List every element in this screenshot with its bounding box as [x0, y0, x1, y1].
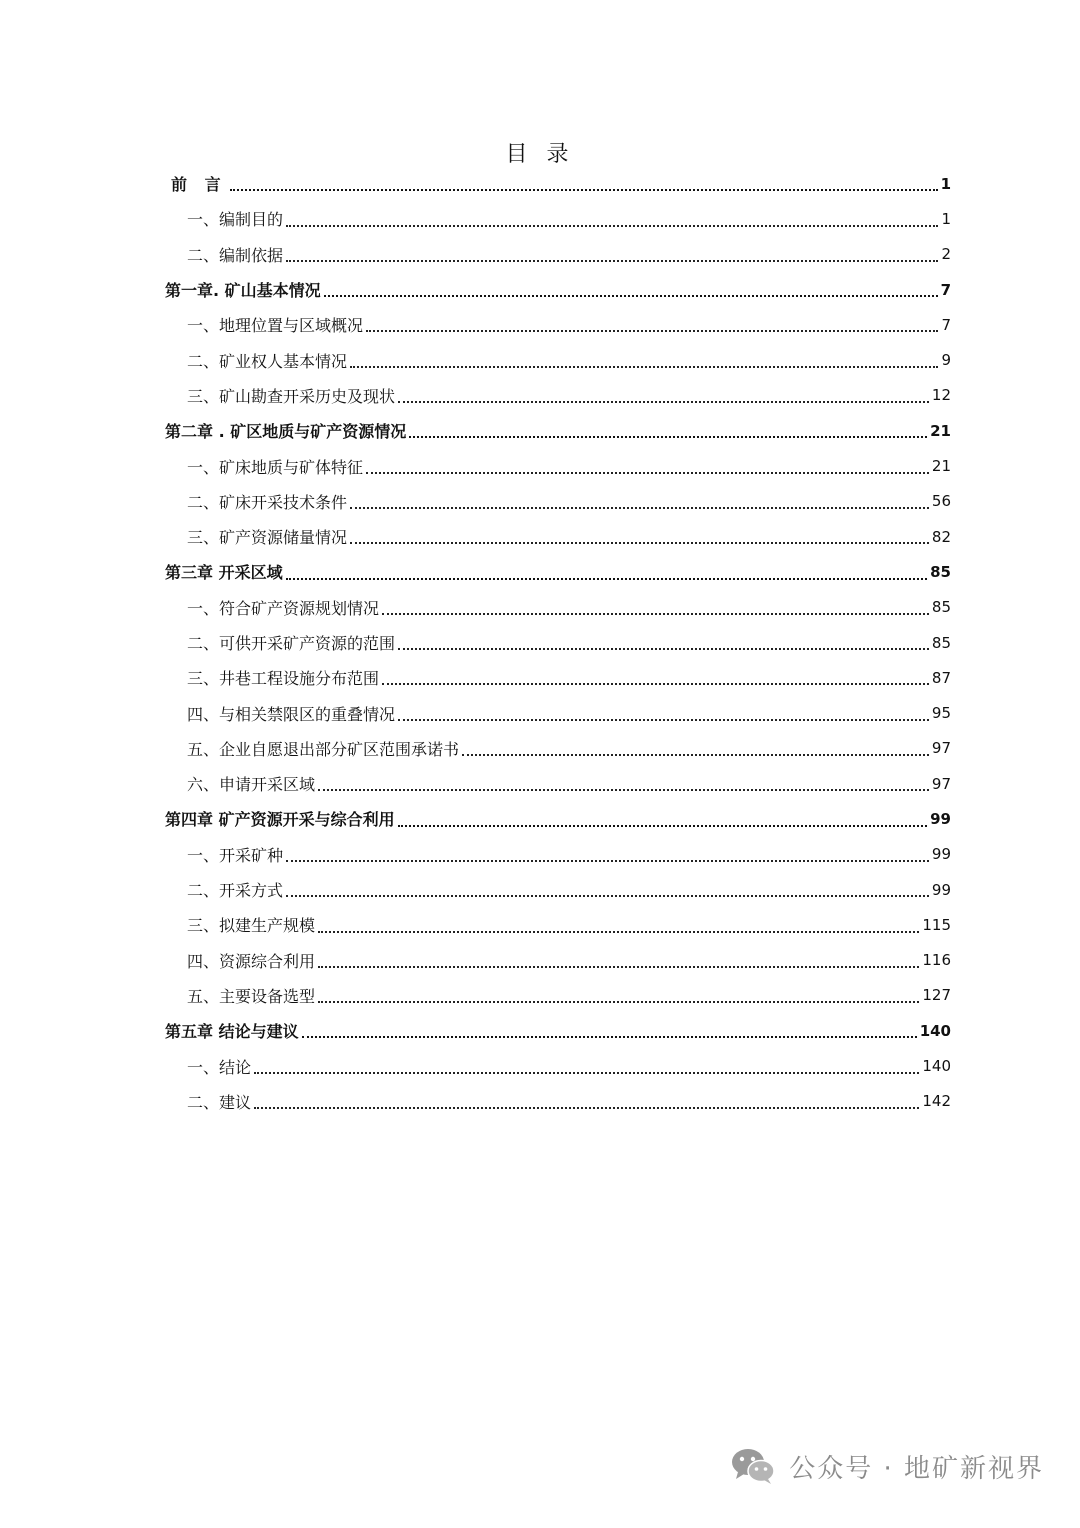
toc-entry-label: 第三章 开采区域: [165, 563, 283, 583]
toc-entry-section[interactable]: [165, 237, 951, 272]
toc-page-number: 115: [922, 915, 951, 934]
toc-entry-chapter[interactable]: [165, 413, 951, 448]
toc-page-number: 82: [931, 527, 951, 546]
toc-entry-label: 三、矿山勘查开采历史及现状: [187, 386, 396, 406]
toc-dot-leader: [366, 330, 938, 332]
toc-entry-label: 二、矿业权人基本情况: [187, 351, 348, 371]
toc-entry-section[interactable]: [165, 872, 951, 907]
toc-dot-leader: [382, 683, 929, 685]
toc-entry-label: 前 言: [171, 175, 227, 195]
toc-entry-section[interactable]: [165, 519, 951, 554]
toc-dot-leader: [350, 366, 938, 368]
toc-dot-leader: [398, 719, 929, 721]
toc-dot-leader: [318, 789, 929, 791]
toc-entry-section[interactable]: [165, 307, 951, 342]
toc-dot-leader: [286, 260, 938, 262]
toc-page-number: 140: [919, 1021, 951, 1040]
toc-dot-leader: [286, 895, 929, 897]
toc-page-number: 142: [922, 1092, 951, 1111]
toc-page-number: 7: [941, 315, 951, 334]
toc-entry-section[interactable]: [165, 731, 951, 766]
table-of-contents: [165, 166, 951, 1119]
toc-dot-leader: [302, 1036, 917, 1038]
watermark-text: 公众号 · 地矿新视界: [789, 1453, 1044, 1484]
toc-page-number: 21: [930, 421, 951, 440]
toc-entry-label: 六、申请开采区域: [187, 775, 316, 795]
toc-dot-leader: [366, 472, 929, 474]
toc-entry-section[interactable]: [165, 484, 951, 519]
toc-page-number: 1: [941, 209, 951, 228]
toc-entry-section[interactable]: [165, 1048, 951, 1083]
toc-dot-leader: [286, 578, 928, 580]
toc-entry-label: 二、编制依据: [187, 245, 284, 265]
wechat-icon: [729, 1446, 777, 1486]
toc-dot-leader: [350, 542, 929, 544]
toc-page-number: 97: [931, 774, 951, 793]
toc-entry-label: 五、主要设备选型: [187, 986, 316, 1006]
toc-entry-section[interactable]: [165, 448, 951, 483]
toc-entry-chapter[interactable]: [165, 1013, 951, 1048]
toc-entry-label: 四、资源综合利用: [187, 951, 316, 971]
toc-page-number: 99: [931, 880, 951, 899]
toc-entry-label: 一、符合矿产资源规划情况: [187, 598, 380, 618]
toc-entry-label: 一、开采矿种: [187, 845, 284, 865]
toc-entry-section[interactable]: [165, 943, 951, 978]
toc-entry-label: 第五章 结论与建议: [165, 1022, 299, 1042]
toc-entry-section[interactable]: [165, 907, 951, 942]
toc-dot-leader: [324, 295, 938, 297]
toc-entry-section[interactable]: [165, 1084, 951, 1119]
toc-page-number: 2: [941, 245, 951, 264]
toc-page-number: 127: [922, 986, 951, 1005]
toc-entry-label: 二、可供开采矿产资源的范围: [187, 634, 396, 653]
toc-entry-section[interactable]: [165, 342, 951, 377]
toc-entry-label: 一、结论: [187, 1057, 252, 1077]
toc-dot-leader: [254, 1072, 919, 1074]
toc-dot-leader: [398, 825, 928, 827]
toc-page-number: 99: [930, 809, 951, 828]
toc-entry-section[interactable]: [165, 625, 951, 660]
toc-entry-label: 三、井巷工程设施分布范围: [187, 669, 380, 689]
toc-dot-leader: [398, 401, 929, 403]
toc-page-number: 85: [931, 598, 951, 617]
toc-entry-section[interactable]: [165, 201, 951, 236]
toc-entry-preface[interactable]: [165, 166, 951, 201]
toc-entry-section[interactable]: [165, 837, 951, 872]
toc-entry-label: 三、矿产资源储量情况: [187, 528, 348, 548]
toc-page-number: 116: [922, 951, 951, 970]
toc-entry-section[interactable]: [165, 695, 951, 730]
toc-entry-label: 第四章 矿产资源开采与综合利用: [165, 810, 395, 830]
watermark: [729, 1446, 1044, 1486]
toc-dot-leader: [318, 931, 919, 933]
toc-entry-chapter[interactable]: [165, 801, 951, 836]
toc-entry-label: 第二章 . 矿区地质与矿产资源情况: [165, 422, 407, 442]
toc-page-number: 85: [931, 633, 951, 652]
toc-dot-leader: [462, 754, 929, 756]
toc-dot-leader: [318, 966, 919, 968]
toc-entry-label: 二、开采方式: [187, 881, 284, 901]
toc-entry-chapter[interactable]: [165, 272, 951, 307]
toc-dot-leader: [230, 189, 938, 191]
toc-entry-label: 二、矿床开采技术条件: [187, 492, 348, 512]
toc-dot-leader: [286, 860, 929, 862]
toc-entry-label: 一、地理位置与区域概况: [187, 316, 364, 336]
toc-page-number: 85: [930, 562, 951, 581]
toc-entry-label: 一、矿床地质与矿体特征: [187, 457, 364, 477]
toc-page-number: 99: [931, 845, 951, 864]
toc-page-number: 7: [940, 280, 951, 299]
toc-page-number: 1: [940, 174, 951, 193]
toc-entry-chapter[interactable]: [165, 554, 951, 589]
toc-entry-label: 一、编制目的: [187, 210, 284, 230]
toc-page-number: 56: [931, 492, 951, 511]
toc-title: 目 录: [505, 142, 575, 167]
toc-page-number: 12: [931, 386, 951, 405]
toc-dot-leader: [382, 613, 929, 615]
toc-entry-label: 三、拟建生产规模: [187, 916, 316, 936]
toc-page-number: 140: [922, 1057, 951, 1076]
toc-page-number: 21: [931, 457, 951, 476]
toc-dot-leader: [318, 1001, 919, 1003]
toc-dot-leader: [350, 507, 929, 509]
toc-dot-leader: [398, 648, 929, 650]
toc-entry-section[interactable]: [165, 378, 951, 413]
toc-page-number: 87: [931, 668, 951, 687]
toc-entry-section[interactable]: [165, 766, 951, 801]
toc-dot-leader: [286, 225, 938, 227]
toc-entry-label: 五、企业自愿退出部分矿区范围承诺书: [187, 739, 460, 759]
toc-dot-leader: [409, 436, 927, 438]
toc-entry-section[interactable]: [165, 590, 951, 625]
toc-page-number: 97: [931, 739, 951, 758]
toc-entry-label: 第一章. 矿山基本情况: [165, 281, 321, 301]
toc-page-number: 95: [931, 704, 951, 723]
toc-entry-section[interactable]: [165, 978, 951, 1013]
toc-entry-label: 四、与相关禁限区的重叠情况: [187, 704, 396, 724]
toc-dot-leader: [254, 1107, 919, 1109]
toc-page-number: 9: [941, 351, 951, 370]
toc-entry-section[interactable]: [165, 660, 951, 695]
toc-entry-label: 二、建议: [187, 1092, 252, 1112]
